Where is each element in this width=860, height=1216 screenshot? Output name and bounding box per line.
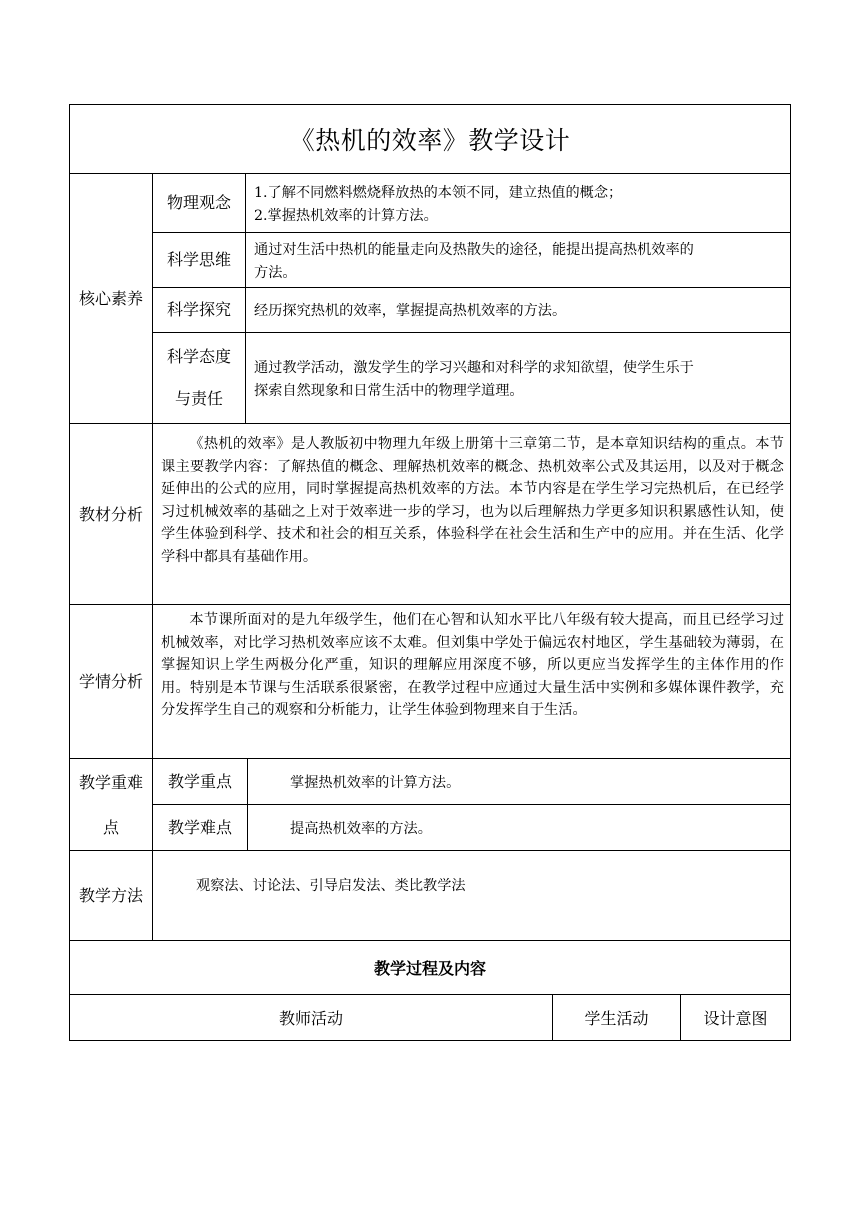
core-literacy-label-text: 核心素养 [78,289,143,308]
scientific-thinking-line: 通过对生活中热机的能量走向及热散失的途径，能提出提高热机效率的 [254,242,694,258]
scientific-thinking-line: 方法。 [254,264,297,281]
teaching-difficulty-label-text: 教学难点 [167,817,232,837]
process-section-title [70,941,790,994]
column-header-intent-text: 设计意图 [703,1009,768,1028]
student-analysis-label-text: 学情分析 [78,672,143,691]
document-title: 《热机的效率》教学设计 [289,126,571,155]
column-header-student-text: 学生活动 [584,1009,649,1028]
student-analysis-label [70,605,152,758]
teaching-methods-label [70,851,152,940]
teaching-focus-value: 掌握热机效率的计算方法。 [290,774,461,791]
physics-concept-lines [254,182,622,227]
column-header-teacher [70,995,552,1040]
physics-concept-text [246,174,790,232]
material-analysis-text: 《热机的效率》是人教版初中物理九年级上册第十三章第二节，是本章知识结构的重点。本节课主要教学内容：了解热值的概念、理解热机效率的概念、热机效率公式及其运用，以及对于概念延伸出的公式的应用，同时掌握提高热机效率的方法。本节内容是在学生学习完热机后，在已经学习过机械效率的基础之上对于效率进一步的学习，也为以后理解热力学更多知识积累感性认知，使学生体验到科学、技术和社会的相互关系，体验科学在社会生活和生产中的应用。并在生活、化学学科中都具有基础作用。 [161,436,784,565]
core-literacy-label [70,174,152,423]
key-points-label [70,759,152,850]
teaching-difficulty-text [248,805,790,850]
scientific-inquiry-label [153,288,245,332]
teaching-difficulty-label [153,805,247,850]
column-header-intent [681,995,790,1040]
teaching-focus-text [248,759,790,804]
teaching-focus-label [153,759,247,804]
scientific-attitude-label-line: 与责任 [174,389,223,408]
student-analysis-text: 本节课所面对的是九年级学生，他们在心智和认知水平比八年级有较大提高，而且已经学习过机械效率，对比学习热机效率应该不太难。但刘集中学处于偏远农村地区，学生基础较为薄弱，在掌握知识上学生两极分化严重，知识的理解应用深度不够，所以更应当发挥学生的主体作用的作用。特别是本节课与生活联系很紧密，在教学过程中应通过大量生活中实例和多媒体课件教学，充分发挥学生自己的观察和分析能力，让学生体验到物理来自于生活。 [161,612,784,718]
scientific-thinking-text [246,233,790,287]
key-points-label-text: 教学重难点 [78,772,143,837]
scientific-inquiry-text [246,288,790,332]
physics-concept-label-text: 物理观念 [166,193,231,212]
column-header-student [553,995,680,1040]
physics-concept-line: 2.掌握热机效率的计算方法。 [254,207,438,224]
scientific-attitude-lines [254,357,694,402]
scientific-inquiry-label-text: 科学探究 [166,300,231,319]
teaching-focus-label-text: 教学重点 [167,771,232,791]
scientific-inquiry-line: 经历探究热机的效率，掌握提高热机效率的方法。 [254,303,567,320]
column-header-teacher-text: 教师活动 [278,1009,343,1028]
teaching-methods-label-text: 教学方法 [78,886,143,905]
teaching-difficulty-value: 提高热机效率的方法。 [290,820,432,837]
scientific-attitude-label-line: 科学态度 [166,347,231,366]
lesson-plan-table [69,104,791,1041]
process-section-title-text: 教学过程及内容 [373,959,486,978]
physics-concept-label [153,174,245,232]
scientific-thinking-label [153,233,245,287]
scientific-attitude-line: 探索自然现象和日常生活中的物理学道理。 [254,382,524,399]
scientific-thinking-label-text: 科学思维 [166,250,231,269]
teaching-methods-text [153,851,790,940]
material-analysis-label [70,424,152,604]
scientific-attitude-label [153,333,245,423]
scientific-attitude-line: 通过教学活动，激发学生的学习兴趣和对科学的求知欲望，使学生乐于 [254,360,694,376]
scientific-attitude-text [246,333,790,423]
teaching-methods-value: 观察法、讨论法、引导启发法、类比教学法 [196,878,466,894]
scientific-thinking-lines [254,239,694,284]
material-analysis-label-text: 教材分析 [78,504,143,524]
physics-concept-line: 1.了解不同燃料燃烧释放热的本领不同，建立热值的概念； [254,185,623,201]
